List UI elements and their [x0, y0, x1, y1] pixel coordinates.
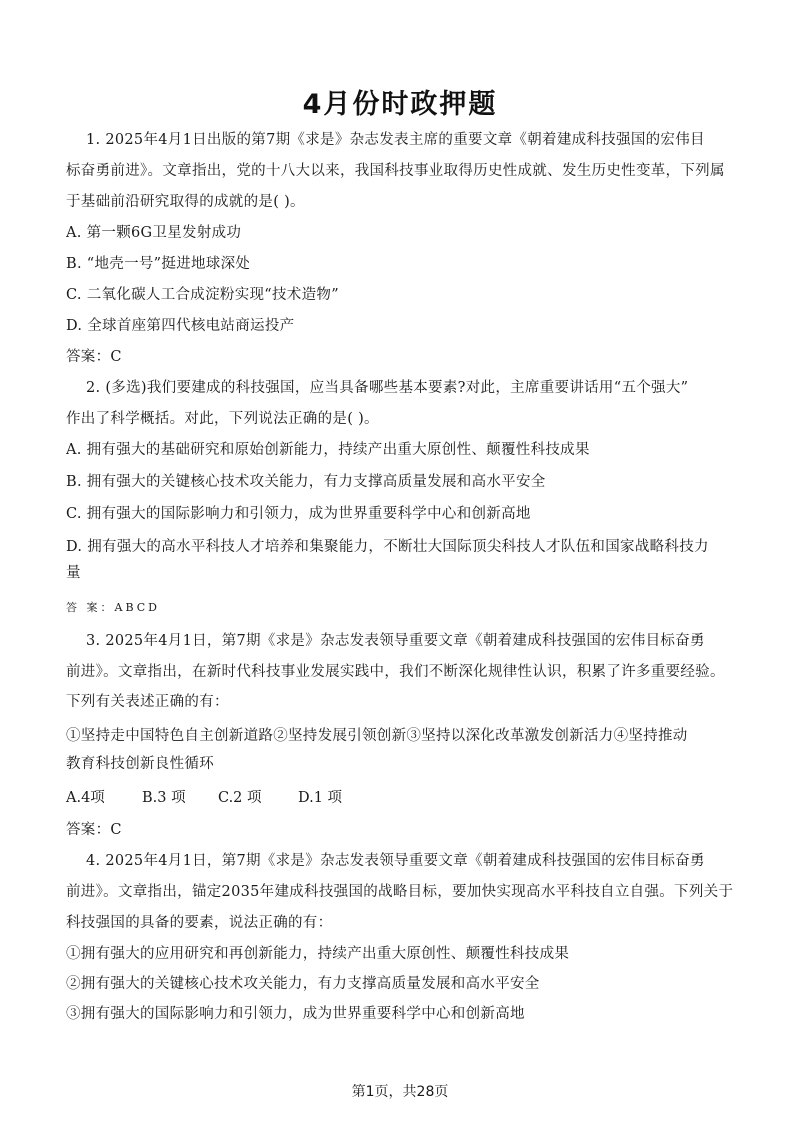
q1-option-c: C. 二氧化碳人工合成淀粉实现“技术造物” [66, 287, 339, 303]
q2-option-d-continued: 量 [66, 565, 81, 581]
q2-answer: 答 案：ABCD [66, 601, 160, 614]
q2-option-a: A. 拥有强大的基础研究和原始创新能力，持续产出重大原创性、颠覆性科技成果 [66, 442, 590, 458]
q3-choice-b: B.3 项 [142, 790, 186, 806]
q3-choice-d: D.1 项 [298, 790, 343, 806]
q1-answer: 答案：C [66, 349, 122, 365]
q3-choice-c: C.2 项 [218, 790, 262, 806]
q3-statement-line-2: 教育科技创新良性循环 [66, 756, 214, 772]
q3-text-line-1: 3. 2025年4月1日，第7期《求是》杂志发表领导重要文章《朝着建成科技强国的宏伟目标奋勇 [86, 633, 705, 649]
page-title: 4月份时政押题 [302, 89, 498, 120]
q3-choice-a: A.4项 [66, 790, 105, 806]
q3-text-line-2: 前进》。文章指出，在新时代科技事业发展实践中，我们不断深化规律性认识，积累了许多重要经验。 [66, 664, 725, 680]
q1-text-line-2: 标奋勇前进》。文章指出，党的十八大以来，我国科技事业取得历史性成就、发生历史性变革，下列属 [66, 163, 725, 179]
q3-text-line-3: 下列有关表述正确的有： [66, 694, 229, 710]
q2-option-c: C. 拥有强大的国际影响力和引领力，成为世界重要科学中心和创新高地 [66, 506, 531, 522]
q4-item-2: ②拥有强大的关键核心技术攻关能力，有力支撑高质量发展和高水平安全 [66, 976, 540, 992]
q3-statement-line-1: ①坚持走中国特色自主创新道路②坚持发展引领创新③坚持以深化改革激发创新活力④坚持推动 [66, 728, 688, 744]
q3-choices [66, 788, 342, 808]
page-footer: 第1页，共28页 [351, 1084, 449, 1100]
q4-text-line-1: 4. 2025年4月1日，第7期《求是》杂志发表领导重要文章《朝着建成科技强国的宏伟目标奋勇 [86, 853, 705, 869]
q3-answer: 答案：C [66, 822, 122, 838]
q1-option-a: A. 第一颗6G卫星发射成功 [66, 225, 242, 241]
q2-text-line-2: 作出了科学概括。对此，下列说法正确的是( )。 [66, 411, 379, 427]
q1-option-d: D. 全球首座第四代核电站商运投产 [66, 318, 295, 334]
q2-option-d: D. 拥有强大的高水平科技人才培养和集聚能力，不断壮大国际顶尖科技人才队伍和国家战略科技力 [66, 539, 709, 555]
q1-text-line-1: 1. 2025年4月1日出版的第7期《求是》杂志发表主席的重要文章《朝着建成科技强国的宏伟目 [86, 132, 705, 148]
q4-text-line-3: 科技强国的具备的要素，说法正确的有： [66, 915, 333, 931]
q4-text-line-2: 前进》。文章指出，锚定2035年建成科技强国的战略目标，要加快实现高水平科技自立自强。下列关于 [66, 884, 734, 900]
q4-item-3: ③拥有强大的国际影响力和引领力，成为世界重要科学中心和创新高地 [66, 1006, 525, 1022]
q2-text-line-1: 2. (多选)我们要建成的科技强国，应当具备哪些基本要素?对此，主席重要讲话用“五个强大” [86, 380, 689, 396]
q1-text-line-3: 于基础前沿研究取得的成就的是( )。 [66, 194, 305, 210]
q4-item-1: ①拥有强大的应用研究和再创新能力，持续产出重大原创性、颠覆性科技成果 [66, 946, 570, 962]
q2-option-b: B. 拥有强大的关键核心技术攻关能力，有力支撑高质量发展和高水平安全 [66, 474, 546, 490]
q1-option-b: B. “地壳一号”挺进地球深处 [66, 256, 251, 272]
